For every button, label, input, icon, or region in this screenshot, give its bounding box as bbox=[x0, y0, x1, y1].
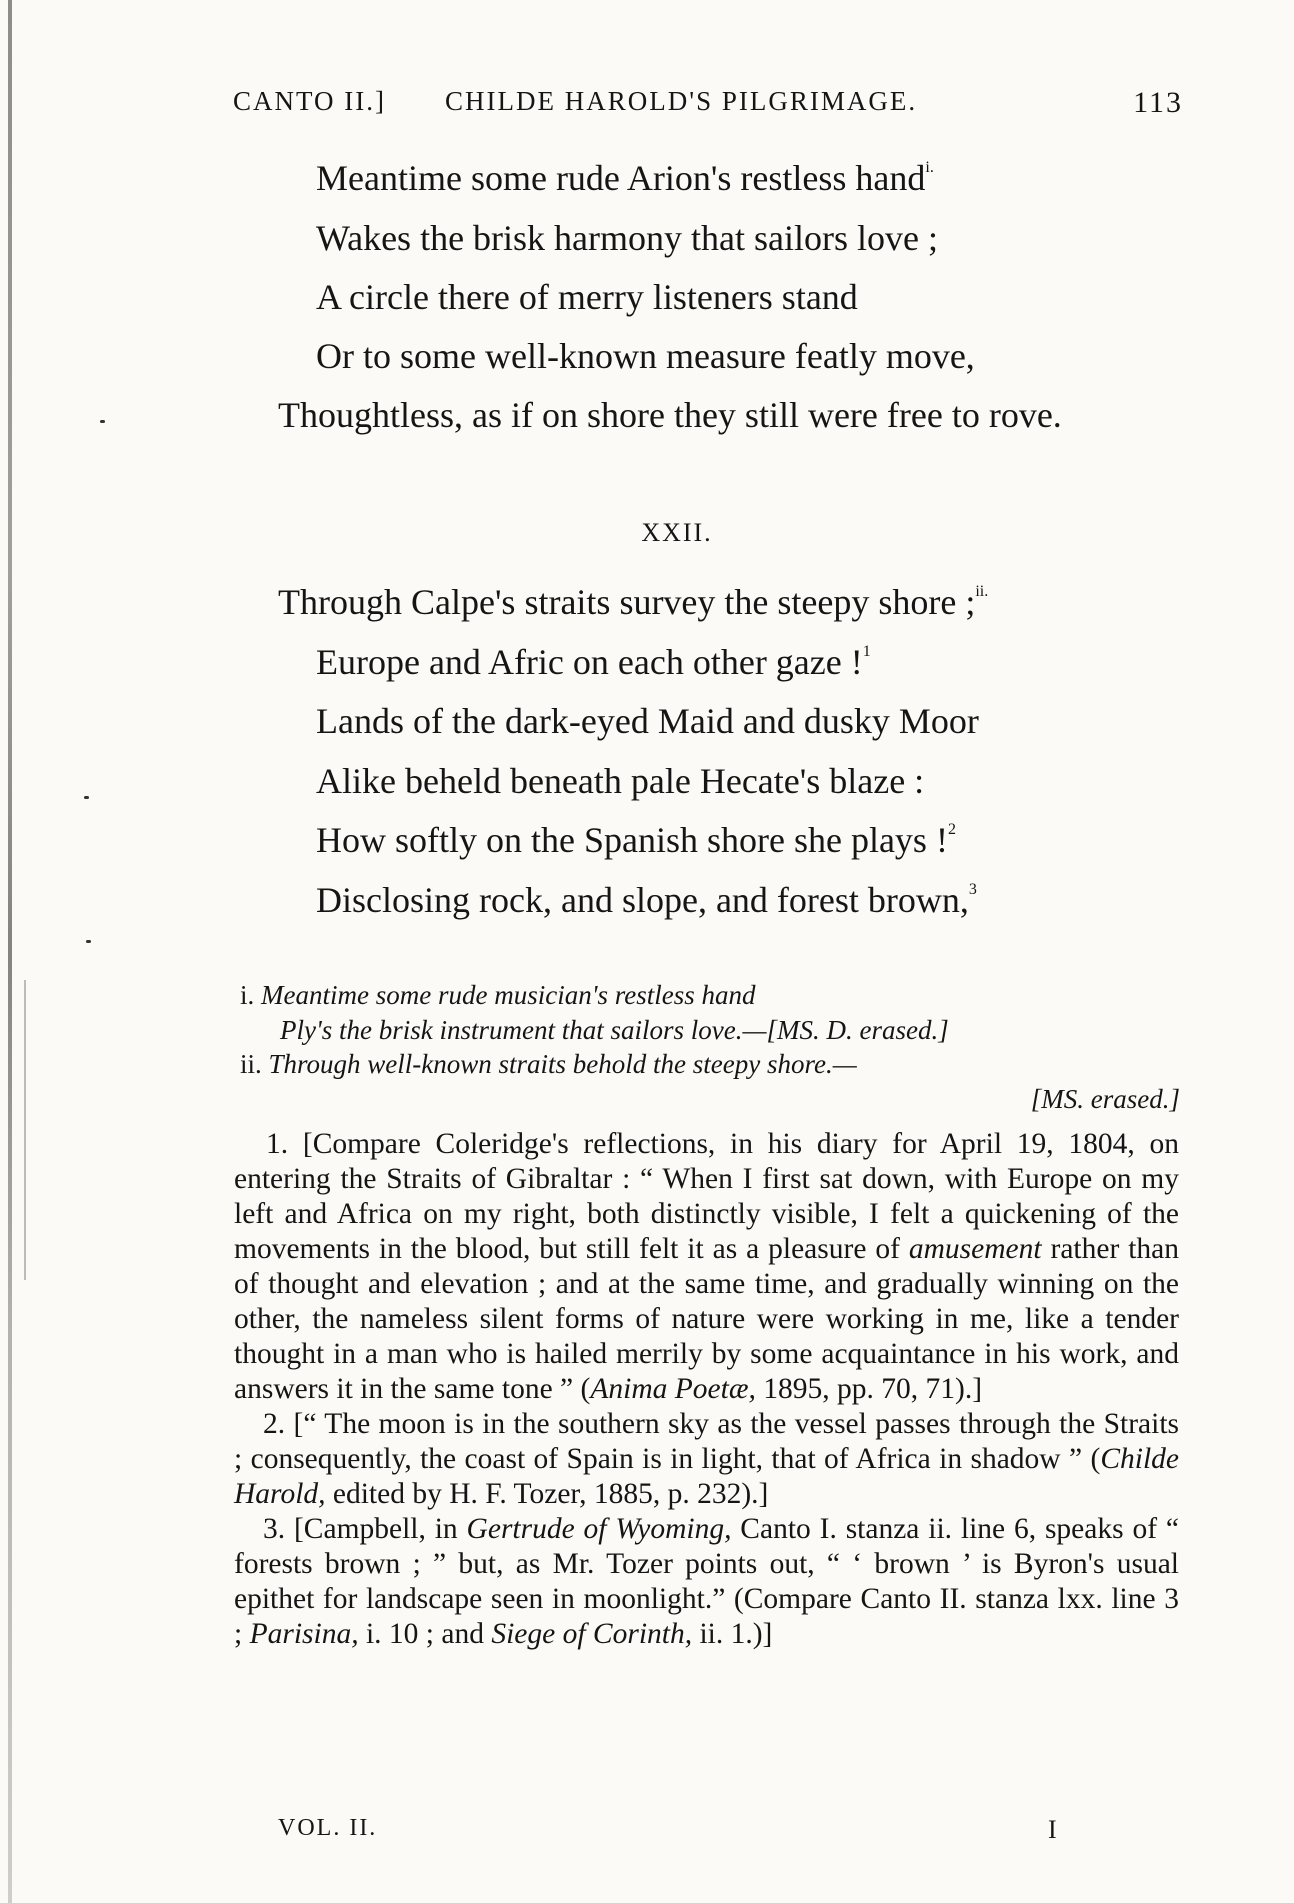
verse-line: Disclosing rock, and slope, and forest brown,$^3$ bbox=[316, 880, 977, 920]
verse-line: Wakes the brisk harmony that sailors love ; bbox=[316, 218, 938, 258]
scan-gutter-shadow bbox=[8, 0, 12, 1903]
verse-line: Lands of the dark-eyed Maid and dusky Moor bbox=[316, 701, 979, 741]
footnote-2: 2. [“ The moon is in the southern sky as the vessel passes through the Straits ; consequently, the coast of Spain is in light, that of Africa in shadow ” (Childe Harold, edited by H. F. Tozer, 1885, p. 232).] bbox=[234, 1408, 1179, 1510]
verse-line: A circle there of merry listeners stand bbox=[316, 277, 858, 317]
verse-line: Meantime some rude Arion's restless hand$^{i.}$ bbox=[316, 158, 934, 198]
page-number: 113 bbox=[1133, 86, 1183, 119]
variant-marker: i. bbox=[925, 159, 934, 176]
scan-speck bbox=[86, 940, 91, 943]
verse-line: How softly on the Spanish shore she plays !$^2$ bbox=[316, 820, 956, 860]
volume-label: VOL. II. bbox=[278, 1815, 378, 1841]
variant-row: ii. Through well-known straits behold the steepy shore.— bbox=[240, 1049, 857, 1079]
variant-marker: ii. bbox=[975, 583, 989, 600]
footnotes bbox=[234, 1127, 1179, 1652]
footnote-3: 3. [Campbell, in Gertrude of Wyoming, Canto I. stanza ii. line 6, speaks of “ forests brown ; ” but, as Mr. Tozer points out, “ ‘ brown ’ is Byron's usual epithet for landscape seen in moonlight.” (Compare Canto II. stanza lxx. line 3 ; Parisina, i. 10 ; and Siege of Corinth, ii. 1.)] bbox=[234, 1513, 1179, 1650]
scan-gutter-mark bbox=[24, 980, 26, 1280]
verse-line: Alike beheld beneath pale Hecate's blaze : bbox=[316, 761, 925, 801]
footnote-1: 1. [Compare Coleridge's reflections, in his diary for April 19, 1804, on entering the Straits of Gibraltar : “ When I first sat down, with Europe on my left and Africa on my right, both distinctly visible, I felt a quickening of the movements in the blood, but still felt it as a pleasure of amusement rather than of thought and elevation ; and at the same time, and gradually winning on the other, the nameless silent forms of nature were working in me, like a tender thought in a man who is hailed merrily by some acquaintance in his work, and answers it in the same tone ” (Anima Poetæ, 1895, pp. 70, 71).] bbox=[234, 1128, 1179, 1405]
footnote-marker: 3 bbox=[968, 881, 977, 898]
stanza-number: XXII. bbox=[641, 518, 713, 547]
verse-line: Thoughtless, as if on shore they still were free to rove. bbox=[278, 395, 1062, 435]
scan-speck bbox=[84, 796, 89, 799]
signature-mark: I bbox=[1048, 1815, 1059, 1844]
header-title: CHILDE HAROLD'S PILGRIMAGE. bbox=[445, 86, 918, 116]
scan-speck bbox=[100, 420, 105, 423]
footnote-marker: 1 bbox=[862, 643, 871, 660]
verse-line: Europe and Afric on each other gaze !$^1$ bbox=[316, 642, 871, 682]
footnote-marker: 2 bbox=[947, 821, 956, 838]
variant-source: [MS. erased.] bbox=[1030, 1084, 1180, 1114]
header-canto: CANTO II.] bbox=[233, 86, 386, 116]
running-header bbox=[233, 86, 1183, 126]
verse-line: Or to some well-known measure featly move, bbox=[316, 336, 975, 376]
verse-line: Through Calpe's straits survey the steepy shore ;$^{ii.}$ bbox=[278, 582, 989, 622]
variant-row: i. Meantime some rude musician's restless hand bbox=[240, 980, 756, 1010]
variant-row: Ply's the brisk instrument that sailors love.—[MS. D. erased.] bbox=[280, 1015, 949, 1045]
